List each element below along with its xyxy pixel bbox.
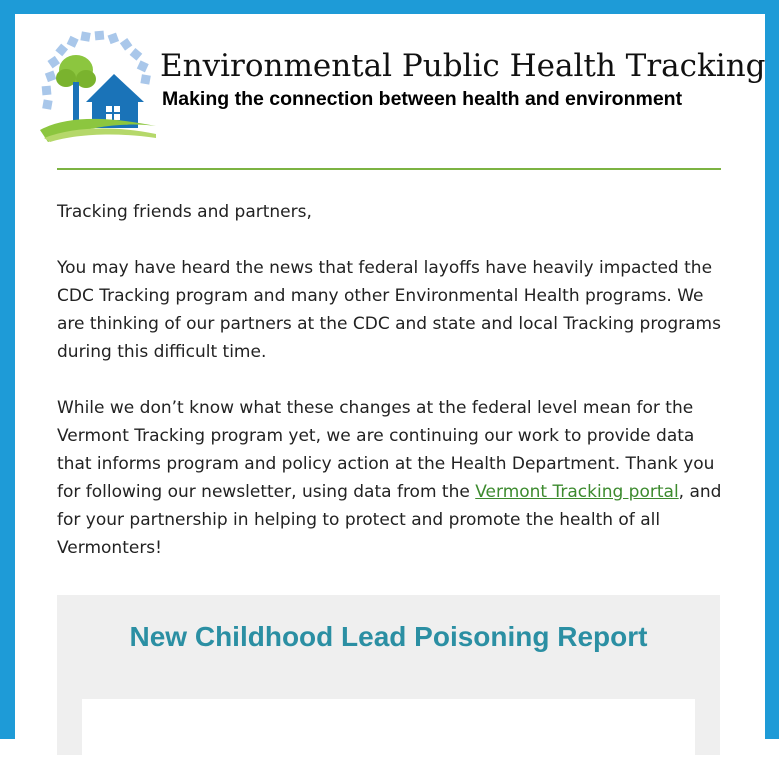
header-divider xyxy=(57,168,721,170)
brand-tagline: Making the connection between health and environment xyxy=(162,88,683,110)
newsletter-header xyxy=(26,30,766,150)
house-tree-logo-icon xyxy=(26,30,158,142)
greeting-text: Tracking friends and partners, xyxy=(57,202,312,222)
greeting xyxy=(57,198,725,226)
feature-section xyxy=(57,595,720,755)
paragraph-1-text: You may have heard the news that federal layoffs have heavily impacted the CDC Tracking program and many other Environmental Health programs. We are thinking of our partners at the CDC and state and local Tracking programs during this difficult time. xyxy=(57,258,721,362)
feature-card xyxy=(82,699,695,779)
paragraph-1 xyxy=(57,254,725,366)
paragraph-2-text xyxy=(57,394,725,562)
paragraph-2-before: While we don’t know what these changes at the federal level mean for the Vermont Tracking program yet, we are continuing our work to provide data that informs program and policy action at the Health Department. Thank you for following our newsletter, using data from the xyxy=(57,398,715,502)
paragraph-2 xyxy=(57,394,725,562)
feature-title: New Childhood Lead Poisoning Report xyxy=(129,621,648,652)
brand-title: Environmental Public Health Tracking xyxy=(160,48,766,84)
paragraph-2-after: , and for your partnership in helping to protect and promote the health of all Vermonters! xyxy=(57,482,722,558)
vermont-tracking-portal-link[interactable]: Vermont Tracking portal xyxy=(475,482,679,502)
